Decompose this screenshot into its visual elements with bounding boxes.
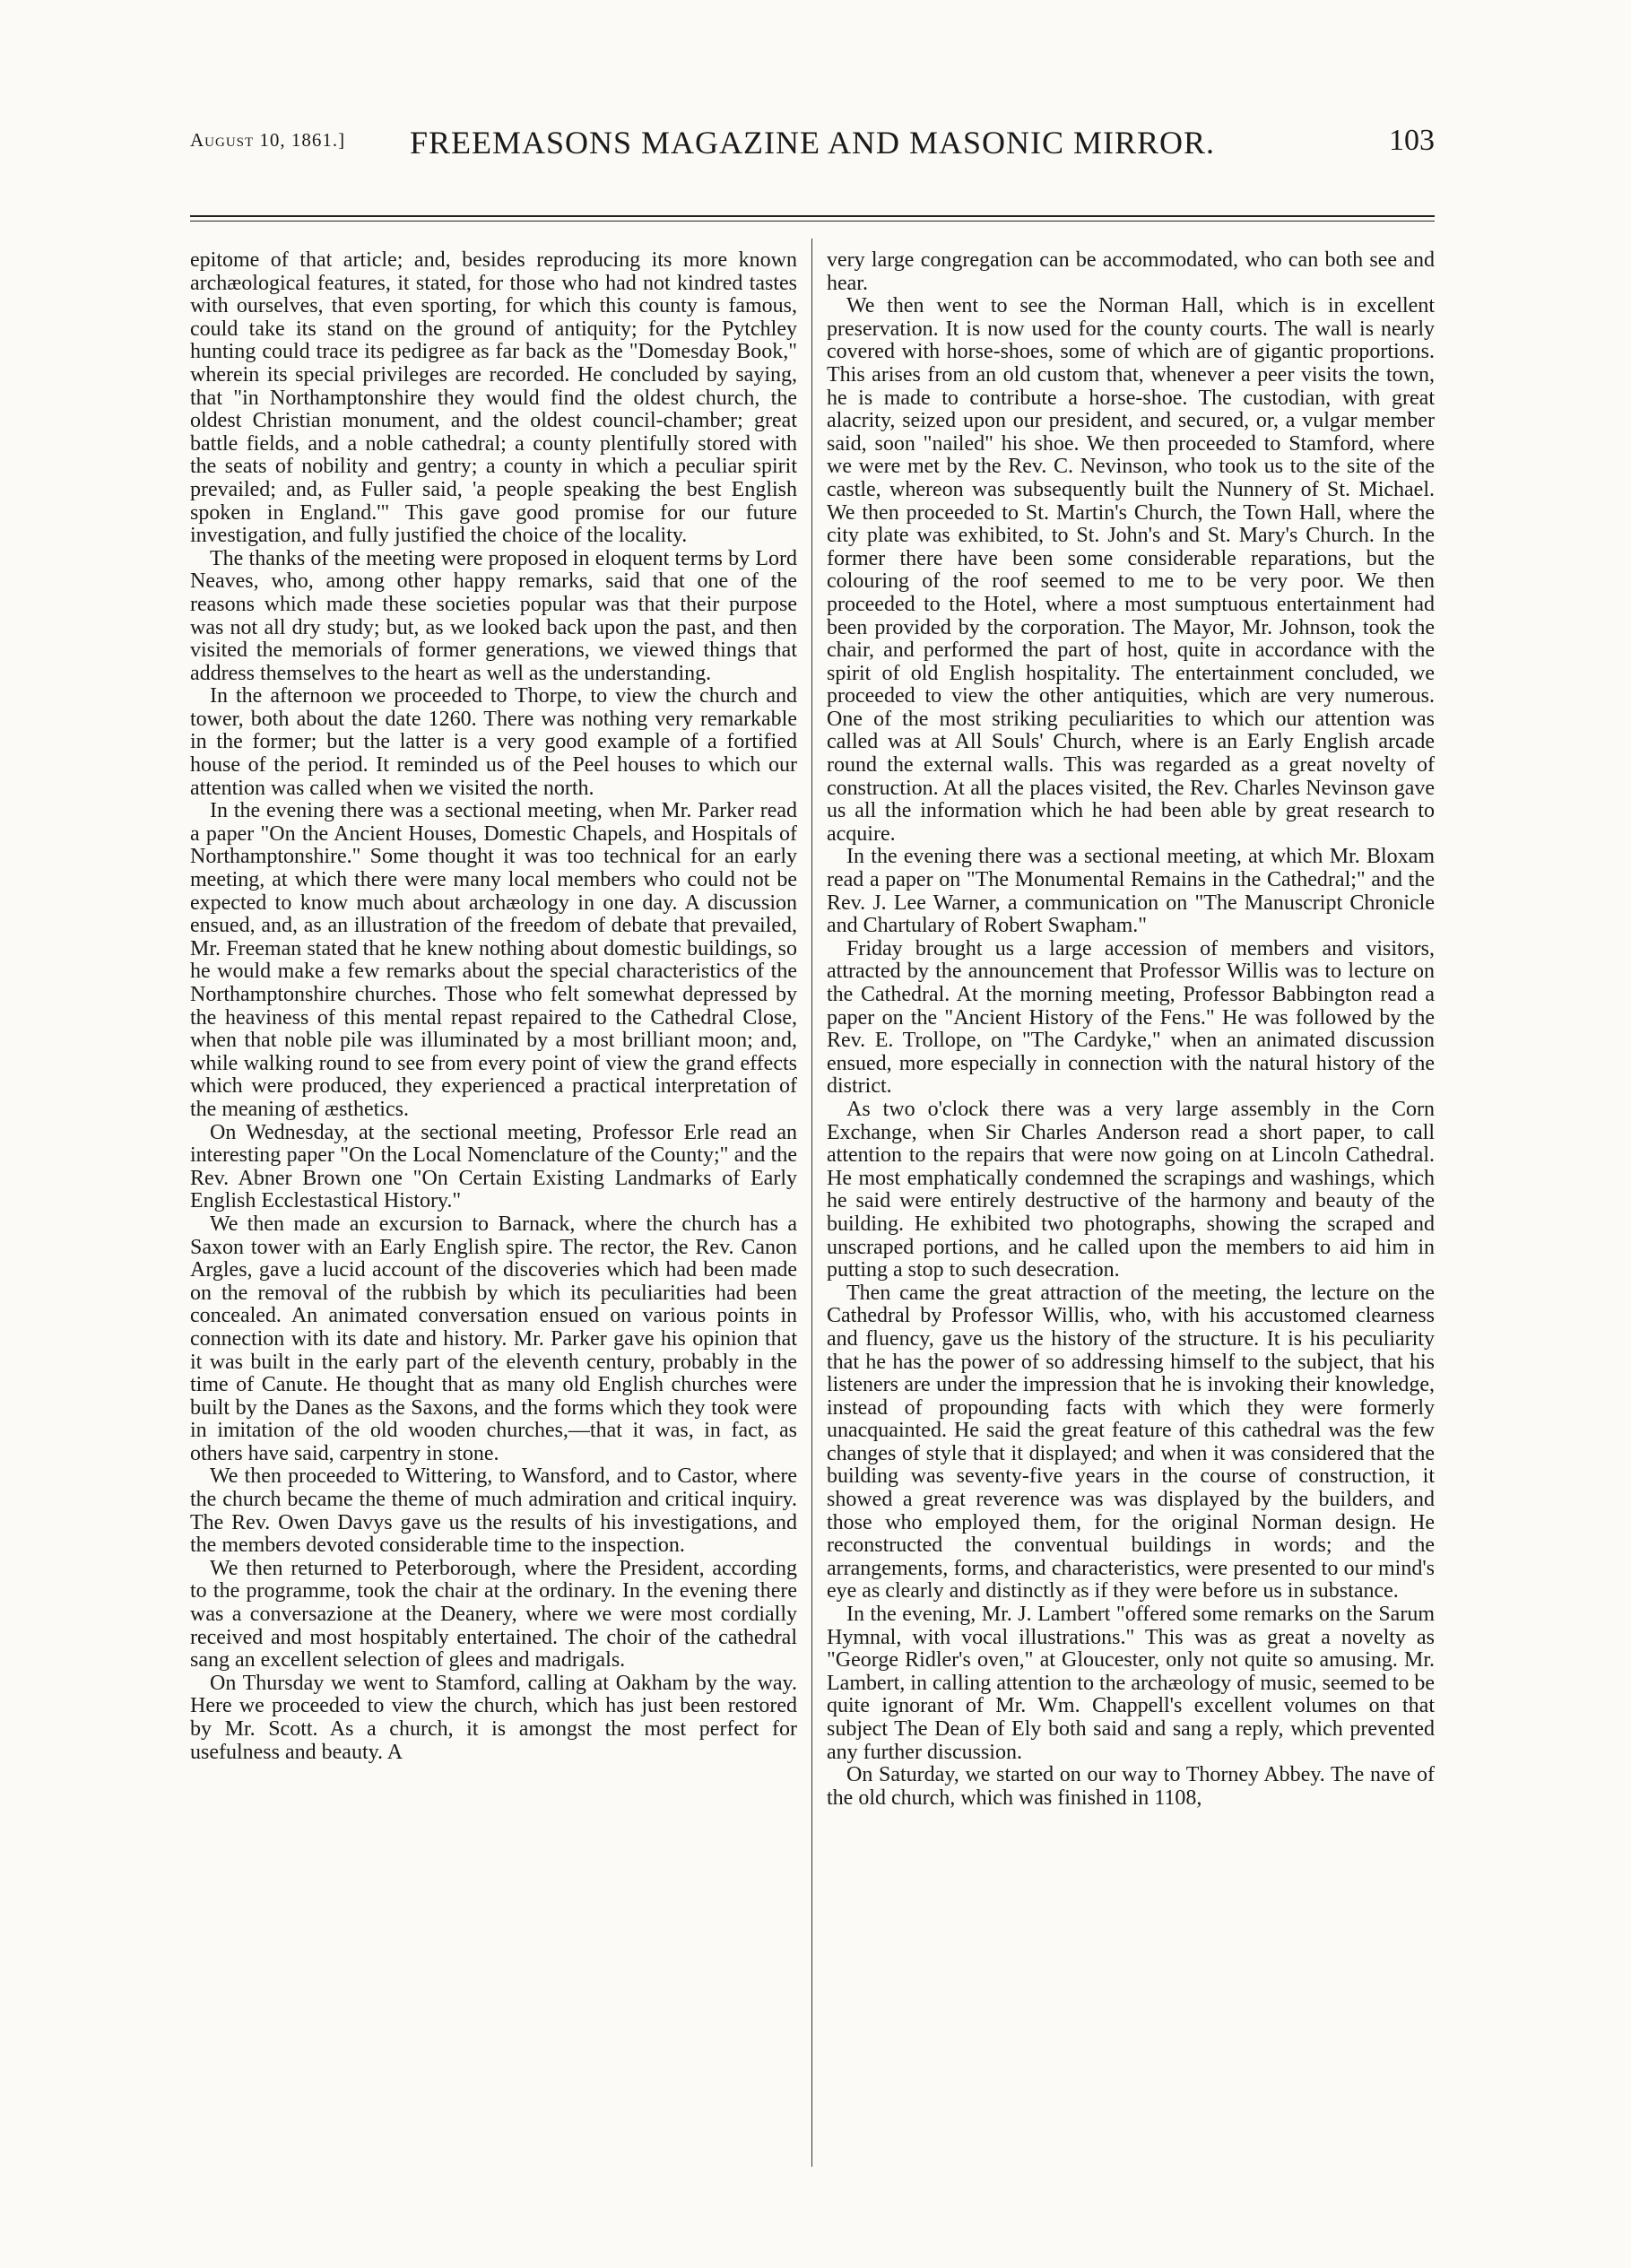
paragraph: As two o'clock there was a very large assembly in the Corn Exchange, when Sir Charles Anderson read a short paper, to call attention to the repairs that were now going on at Lincoln Cathedral. He most emphatically condemned the scrapings and washings, which he said were entirely destructive of the harmony and beauty of the building. He exhibited two photographs, showing the scraped and unscraped portions, and he called upon the members to aid him in putting a stop to such desecration.: [827, 1097, 1435, 1282]
header-rule-thin: [190, 221, 1435, 222]
column-divider: [811, 239, 812, 2167]
paragraph: We then made an excursion to Barnack, where the church has a Saxon tower with an Early English spire. The rector, the Rev. Canon Argles, gave a lucid account of the discoveries which had been made on the removal of the rubbish by which its peculiarities had been concealed. An animated conversation ensued on various points in connection with its date and history. Mr. Parker gave his opinion that it was built in the early part of the eleventh century, probably in the time of Canute. He thought that as many old English churches were built by the Danes as the Saxons, and the forms which they took were in imitation of the old wooden churches,—that it was, in fact, as others have said, carpentry in stone.: [190, 1212, 797, 1465]
paragraph: We then returned to Peterborough, where the President, according to the programme, took the chair at the ordinary. In the evening there was a conversazione at the Deanery, where we were most cordially received and most hospitably entertained. The choir of the cathedral sang an excellent selection of glees and madrigals.: [190, 1556, 797, 1673]
paragraph: In the afternoon we proceeded to Thorpe, to view the church and tower, both about the date 1260. There was nothing very remarkable in the former; but the latter is a very good example of a fortified house of the period. It reminded us of the Peel houses to which our attention was called when we visited the north.: [190, 684, 797, 800]
paragraph: On Saturday, we started on our way to Thorney Abbey. The nave of the old church, which was finished in 1108,: [827, 1763, 1435, 1810]
left-column: [190, 249, 797, 2204]
paragraph: In the evening there was a sectional meeting, when Mr. Parker read a paper "On the Ancient Houses, Domestic Chapels, and Hospitals of Northamptonshire." Some thought it was too technical for an early meeting, at which there were many local members who could not be expected to know much about archæology in one day. A discussion ensued, and, as an illustration of the freedom of debate that prevailed, Mr. Freeman stated that he knew nothing about domestic buildings, so he would make a few remarks about the special characteristics of the Northamptonshire churches. Those who felt somewhat depressed by the heaviness of this mental repast repaired to the Cathedral Close, when that noble pile was illuminated by a most brilliant moon; and, while walking round to see from every point of view the grand effects which were produced, they experienced a practical interpretation of the meaning of æsthetics.: [190, 799, 797, 1121]
paragraph: In the evening, Mr. J. Lambert "offered some remarks on the Sarum Hymnal, with vocal illustrations." This was as great a novelty as "George Ridler's oven," at Gloucester, only not quite so amusing. Mr. Lambert, in calling attention to the archæology of music, seemed to be quite ignorant of Mr. Wm. Chappell's excellent volumes on that subject The Dean of Ely both said and sang a reply, which prevented any further discussion.: [827, 1603, 1435, 1764]
paragraph: Then came the great attraction of the meeting, the lecture on the Cathedral by Professor Willis, who, with his accustomed clearness and fluency, gave us the history of the structure. It is his peculiarity that he has the power of so addressing himself to the subject, that his listeners are under the impression that he is invoking their knowledge, instead of propounding facts with which they were formerly unacquainted. He said the great feature of this cathedral was the few changes of style that it displayed; and when it was considered that the building was seventy-five years in the course of construction, it showed a great reverence was was displayed by the builders, and those who employed them, for the original Norman design. He reconstructed the conventual buildings in words; and the arrangements, forms, and characteristics, were presented to our mind's eye as clearly and distinctly as if they were before us in substance.: [827, 1281, 1435, 1603]
issue-date: August 10, 1861.]: [190, 129, 346, 151]
paragraph: very large congregation can be accommodated, who can both see and hear.: [827, 249, 1435, 295]
paragraph: Friday brought us a large accession of members and visitors, attracted by the announcement that Professor Willis was to lecture on the Cathedral. At the morning meeting, Professor Babbington read a paper on the "Ancient History of the Fens." He was followed by the Rev. E. Trollope, on "The Cardyke," when an animated discussion ensued, more especially in connection with the natural history of the district.: [827, 936, 1435, 1099]
paragraph: On Wednesday, at the sectional meeting, Professor Erle read an interesting paper "On the Local Nomenclature of the County;" and the Rev. Abner Brown one "On Certain Existing Landmarks of Early English Ecclestastical History.": [190, 1120, 797, 1213]
header-rule-thick: [190, 215, 1435, 217]
paragraph: epitome of that article; and, besides reproducing its more known archæological features, it stated, for those who had not kindred tastes with ourselves, that even sporting, for which this county is famous, could take its stand on the ground of antiquity; for the Pytchley hunting could trace its pedigree as far back as the "Domesday Book," wherein its special privileges are recorded. He concluded by saying, that "in Northamptonshire they would find the oldest church, the oldest Christian monument, and the oldest council-chamber; great battle fields, and a noble cathedral; a county plentifully stored with the seats of nobility and gentry; a county in which a peculiar spirit prevailed; and, as Fuller said, 'a people speaking the best English spoken in England.'" This gave good promise for our future investigation, and fully justified the choice of the locality.: [190, 249, 797, 548]
magazine-title: FREEMASONS MAGAZINE AND MASONIC MIRROR.: [409, 125, 1216, 161]
paragraph: In the evening there was a sectional meeting, at which Mr. Bloxam read a paper on "The Monumental Remains in the Cathedral;" and the Rev. J. Lee Warner, a communication on "The Manuscript Chronicle and Chartulary of Robert Swapham.": [827, 845, 1435, 938]
page-number: 103: [1389, 124, 1435, 157]
paragraph: We then proceeded to Wittering, to Wansford, and to Castor, where the church became the theme of much admiration and critical inquiry. The Rev. Owen Davys gave us the results of his investigations, and the members devoted considerable time to the inspection.: [190, 1464, 797, 1558]
page-header: [190, 126, 1435, 167]
paragraph: The thanks of the meeting were proposed in eloquent terms by Lord Neaves, who, among other happy remarks, said that one of the reasons which made these societies popular was that their purpose was not all dry study; but, as we looked back upon the past, and then visited the memorials of former generations, we viewed things that address themselves to the heart as well as the understanding.: [190, 546, 797, 685]
paragraph: We then went to see the Norman Hall, which is in excellent preservation. It is now used for the county courts. The wall is nearly covered with horse-shoes, some of which are of gigantic proportions. This arises from an old custom that, whenever a peer visits the town, he is made to contribute a horse-shoe. The custodian, with great alacrity, seized upon our president, and secured, or, a vulgar member said, soon "nailed" his shoe. We then proceeded to Stamford, where we were met by the Rev. C. Nevinson, who took us to the site of the castle, whereon was subsequently built the Nunnery of St. Michael. We then proceeded to St. Martin's Church, the Town Hall, where the city plate was exhibited, to St. John's and St. Mary's Church. In the former there have been some considerable reparations, but the colouring of the roof seemed to me to be very poor. We then proceeded to the Hotel, where a most sumptuous entertainment had been provided by the corporation. The Mayor, Mr. Johnson, took the chair, and performed the part of host, quite in accordance with the spirit of old English hospitality. The entertainment concluded, we proceeded to view the other antiquities, which are very numerous. One of the most striking peculiarities to which our attention was called was at All Souls' Church, where is an Early English arcade round the external walls. This was regarded as a great novelty of construction. At all the places visited, the Rev. Charles Nevinson gave us all the information which he had been able by great research to acquire.: [827, 294, 1435, 846]
right-column: [827, 249, 1435, 2204]
paragraph: On Thursday we went to Stamford, calling at Oakham by the way. Here we proceeded to view the church, which has just been restored by Mr. Scott. As a church, it is amongst the most perfect for usefulness and beauty. A: [190, 1671, 797, 1764]
